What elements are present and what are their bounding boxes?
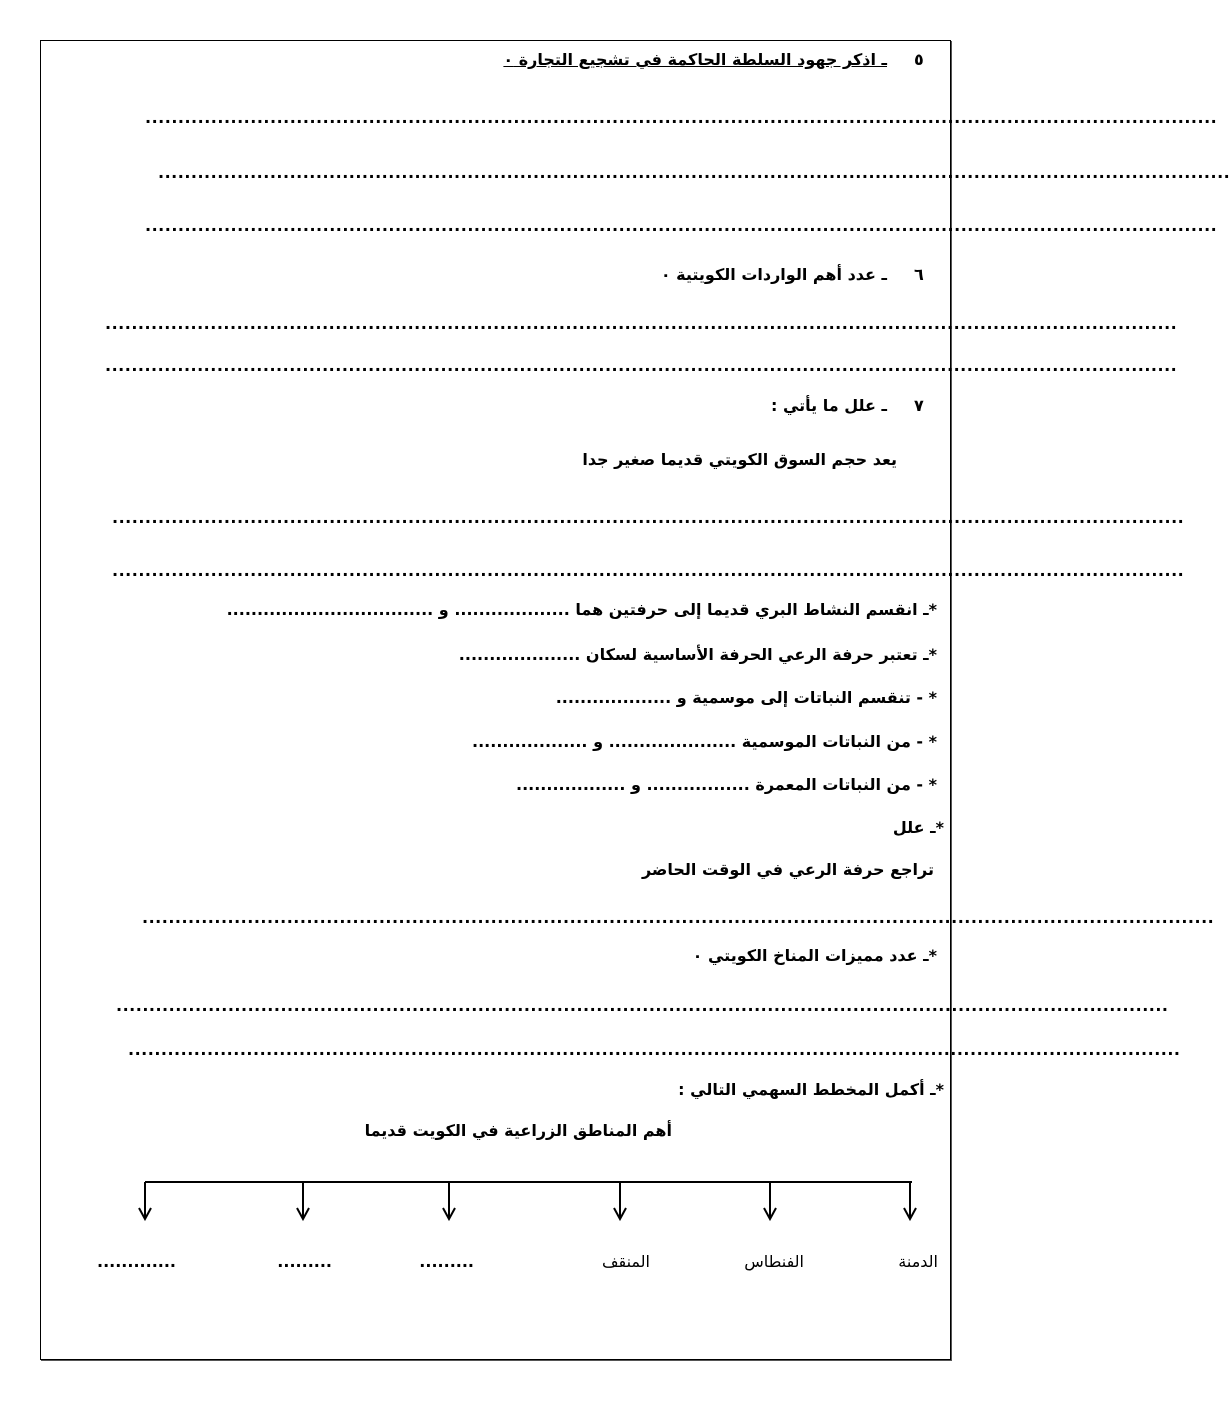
answer-line[interactable]: ................................................................................................................................................................... [145,108,1218,127]
question-5-text: ـ اذكر جهود السلطة الحاكمة في تشجيع التجارة ٠ [503,50,887,69]
diagram-label-6[interactable]: ............. [96,1252,176,1271]
question-6-text: ـ عدد أهم الواردات الكويتية ٠ [660,265,887,284]
question-7-number: ٧ [914,396,924,415]
question-6-number: ٦ [914,265,924,284]
diagram-instruction: *ـ أكمل المخطط السهمي التالي : [678,1080,944,1099]
diagram-label-5[interactable]: ......... [277,1252,332,1271]
question-5-number: ٥ [914,50,924,69]
fill-blank-2: *ـ تعتبر حرفة الرعي الحرفة الأساسية لسكان .................... [458,645,937,664]
fill-blank-5: * - من النباتات المعمرة ................. و .................. [515,775,937,794]
diagram-label-1: الدمنة [898,1252,938,1271]
diagram-label-2: الفنطاس [744,1252,804,1271]
fill-blank-1: *ـ انقسم النشاط البري قديما إلى حرفتين هما ................... و .................................. [226,600,937,619]
question-7-statement: يعد حجم السوق الكويتي قديما صغير جدا [582,450,897,469]
question-7-text: ـ علل ما يأتي : [770,396,887,415]
answer-line[interactable]: ................................................................................................................................................................... [105,314,1178,333]
fill-blank-4: * - من النباتات الموسمية ..................... و ................... [472,732,937,751]
answer-line[interactable]: ................................................................................................................................................................... [112,508,1185,527]
answer-line[interactable]: ................................................................................................................................................................ [128,1040,1181,1059]
diagram-title: أهم المناطق الزراعية في الكويت قديما [364,1121,672,1140]
reason-2-title: *ـ علل [892,818,944,837]
answer-line[interactable]: ................................................................................................................................................................... [105,356,1178,375]
answer-line[interactable]: ................................................................................................................................................................... [142,908,1215,927]
climate-question: *ـ عدد مميزات المناخ الكويتي ٠ [692,946,937,965]
diagram-label-3: المنقف [601,1252,650,1271]
answer-line[interactable]: ................................................................................................................................................................... [112,561,1185,580]
reason-2-statement: تراجع حرفة الرعي في الوقت الحاضر [641,860,934,879]
answer-line[interactable]: ................................................................................................................................................................... [158,163,1230,182]
answer-line[interactable]: ................................................................................................................................................................... [145,216,1218,235]
diagram-label-4[interactable]: ......... [419,1252,474,1271]
fill-blank-3: * - تنقسم النباتات إلى موسمية و ................... [555,688,937,707]
answer-line[interactable]: ................................................................................................................................................................ [116,996,1169,1015]
